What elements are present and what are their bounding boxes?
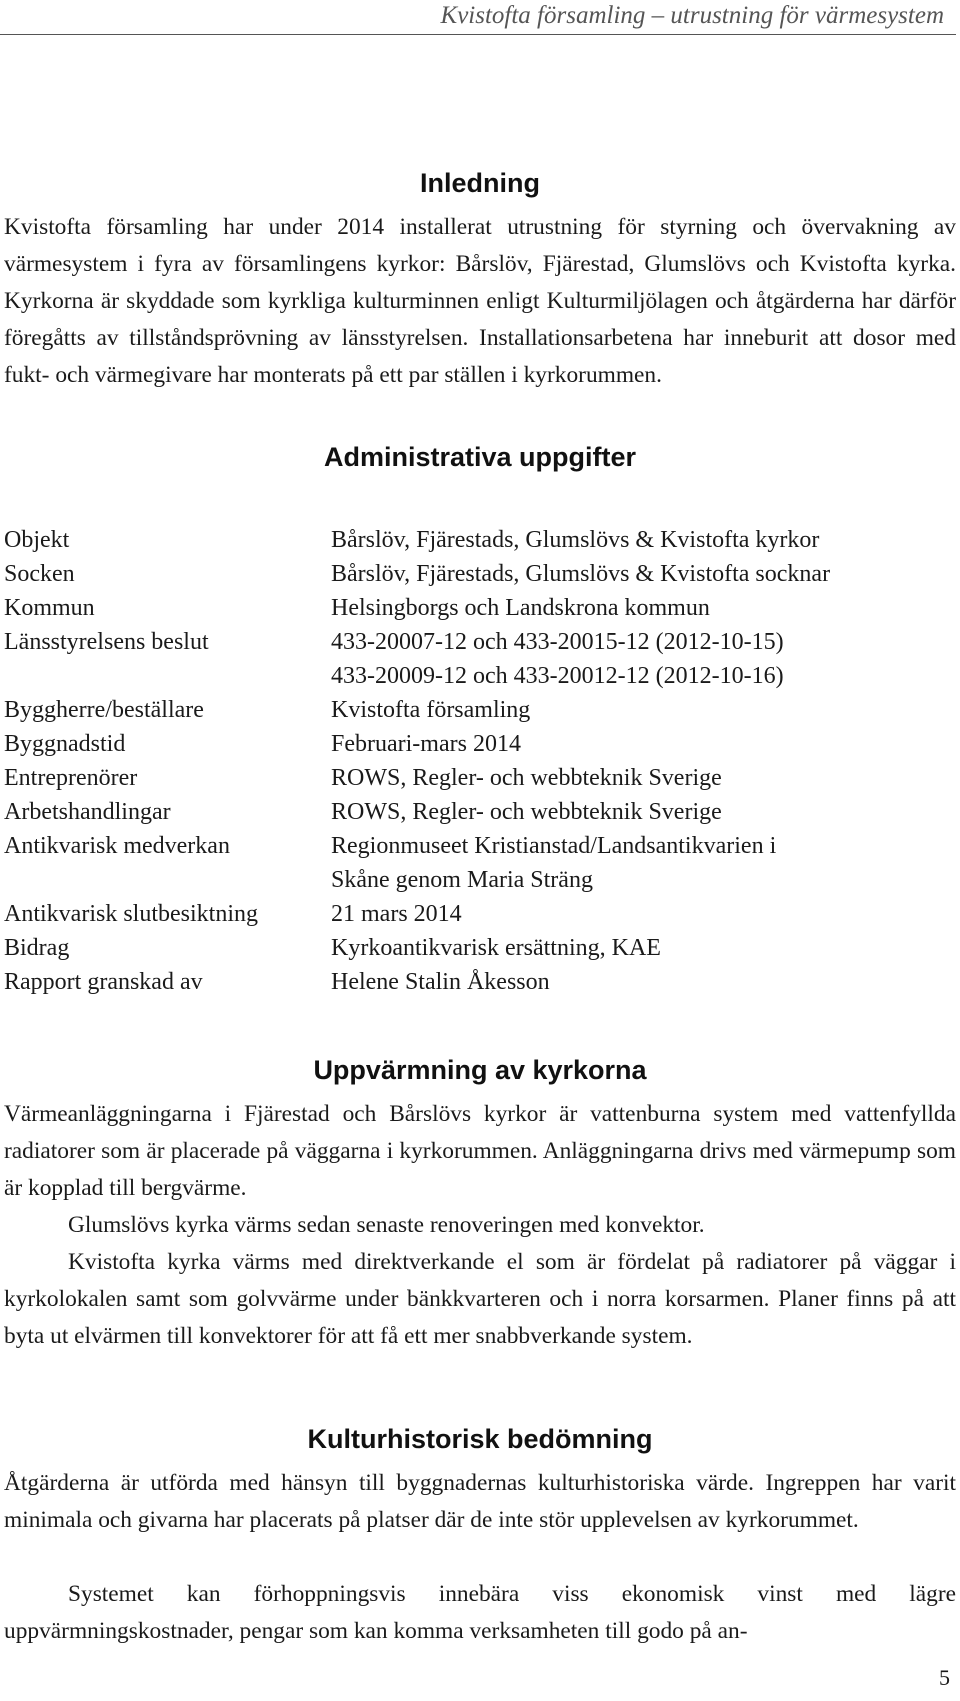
running-header bbox=[0, 0, 956, 35]
admin-value: Skåne genom Maria Sträng bbox=[331, 867, 593, 893]
admin-value: ROWS, Regler- och webbteknik Sverige bbox=[331, 765, 722, 791]
admin-label: Kommun bbox=[4, 595, 95, 621]
admin-value: ROWS, Regler- och webbteknik Sverige bbox=[331, 799, 722, 825]
heading-administrativa-uppgifter: Administrativa uppgifter bbox=[323, 442, 637, 472]
admin-row bbox=[4, 897, 956, 931]
admin-row bbox=[4, 727, 956, 761]
admin-label: Rapport granskad av bbox=[4, 969, 203, 995]
admin-row bbox=[4, 693, 956, 727]
admin-row bbox=[4, 591, 956, 625]
admin-value: Helsingborgs och Landskrona kommun bbox=[331, 595, 710, 621]
admin-row bbox=[4, 965, 956, 999]
admin-row bbox=[4, 523, 956, 557]
admin-value: Kyrkoantikvarisk ersättning, KAE bbox=[331, 935, 661, 961]
admin-row bbox=[4, 829, 956, 863]
admin-label: Antikvarisk slutbesiktning bbox=[4, 901, 258, 927]
heading-uppvarmning: Uppvärmning av kyrkorna bbox=[313, 1055, 647, 1085]
admin-value: Regionmuseet Kristianstad/Landsantikvarien i bbox=[331, 833, 777, 859]
admin-label: Byggherre/beställare bbox=[4, 697, 204, 723]
heating-paragraph: Värmeanläggningarna i Fjärestad och Bårslövs kyrkor är vattenburna system med vattenfyllda radiatorer som är placerade på väggarna i kyrkorummen. Anläggningarna drivs med värmepump som är kopplad till bergvärme. bbox=[4, 1101, 956, 1201]
admin-label: Entreprenörer bbox=[4, 765, 138, 791]
admin-label: Länsstyrelsens beslut bbox=[4, 629, 209, 655]
admin-row bbox=[4, 659, 956, 693]
admin-row bbox=[4, 557, 956, 591]
admin-value: 21 mars 2014 bbox=[331, 901, 462, 927]
admin-value: Februari-mars 2014 bbox=[331, 731, 521, 757]
admin-value: 433-20009-12 och 433-20012-12 (2012-10-16) bbox=[331, 663, 784, 689]
admin-label: Bidrag bbox=[4, 935, 70, 961]
admin-row bbox=[4, 863, 956, 897]
admin-row bbox=[4, 625, 956, 659]
intro-paragraph: Kvistofta församling har under 2014 installerat utrustning för styrning och övervakning av värmesystem i fyra av församlingens kyrkor: Bårslöv, Fjärestad, Glumslövs och Kvistofta kyrka. Kyrkorna är skyddade som kyrkliga kulturminnen enligt Kulturmiljölagen och åtgärderna har därför föregåtts av tillståndsprövning av länsstyrelsen. Installationsarbetena har inneburit att dosor med fukt- och värmegivare har monterats på ett par ställen i kyrkorummen. bbox=[4, 214, 956, 388]
admin-row bbox=[4, 795, 956, 829]
admin-label: Socken bbox=[4, 561, 75, 587]
admin-table bbox=[4, 523, 956, 999]
admin-row bbox=[4, 931, 956, 965]
page-number: 5 bbox=[939, 1665, 950, 1690]
heating-paragraph: Kvistofta kyrka värms med direktverkande el som är fördelat på radiatorer på väggar i kyrkolokalen samt som golvvärme under bänkkvarteren och i norra korsarmen. Planer finns på att byta ut elvärmen till konvektorer för att få ett mer snabbverkande system. bbox=[4, 1249, 956, 1349]
admin-label: Byggnadstid bbox=[4, 731, 126, 757]
admin-value: Helene Stalin Åkesson bbox=[331, 969, 550, 995]
running-header-title: Kvistofta församling – utrustning för värmesystem bbox=[440, 2, 944, 29]
admin-label: Arbetshandlingar bbox=[4, 799, 171, 825]
admin-label: Objekt bbox=[4, 527, 70, 553]
admin-value: Bårslöv, Fjärestads, Glumslövs & Kvistofta socknar bbox=[331, 561, 831, 587]
assessment-paragraph: Åtgärderna är utförda med hänsyn till byggnadernas kulturhistoriska värde. Ingreppen har varit minimala och givarna har placerats på platser där de inte stör upplevelsen av kyrkorummet. bbox=[4, 1470, 956, 1533]
admin-value: Bårslöv, Fjärestads, Glumslövs & Kvistofta kyrkor bbox=[331, 527, 820, 553]
heading-inledning: Inledning bbox=[420, 168, 540, 198]
admin-row bbox=[4, 761, 956, 795]
heating-paragraph: Glumslövs kyrka värms sedan senaste renoveringen med konvektor. bbox=[68, 1212, 705, 1238]
admin-value: 433-20007-12 och 433-20015-12 (2012-10-15) bbox=[331, 629, 784, 655]
admin-label: Antikvarisk medverkan bbox=[4, 833, 230, 859]
admin-value: Kvistofta församling bbox=[331, 697, 531, 723]
heading-kulturhistorisk-bedomning: Kulturhistorisk bedömning bbox=[307, 1424, 653, 1454]
assessment-paragraph: Systemet kan förhoppningsvis innebära viss ekonomisk vinst med lägre uppvärmningskostnader, pengar som kan komma verksamheten till godo på an- bbox=[4, 1581, 956, 1644]
